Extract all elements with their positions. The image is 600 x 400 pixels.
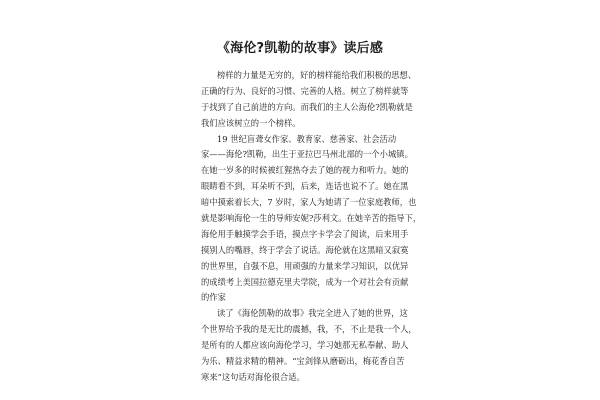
paragraph-3-line-4: 为乐、精益求精的精神。“宝剑锋从磨砺出，梅花香自苦	[201, 356, 405, 367]
paragraph-2-line-7: 海伦用手触摸学会手语，摸点字卡学会了阅读，后来用手	[201, 228, 409, 239]
paragraph-2-line-1: 19 世纪盲聋女作家、教育家、慈善家、社会活动	[217, 133, 397, 144]
paragraph-1-line-2: 正确的行为、良好的习惯、完善的人格。树立了榜样就等	[201, 85, 409, 96]
paragraph-2-line-5: 暗中摸索着长大，7 岁时，家人为她请了一位家庭教师，也	[201, 197, 417, 208]
paragraph-3-line-5: 寒来”这句话对海伦很合适。	[201, 371, 305, 382]
paragraph-2-line-10: 的成绩考上美国拉德克里夫学院，成为一个对社会有贡献	[201, 276, 409, 287]
document-title: 《海伦?凯勒的故事》读后感	[216, 41, 384, 56]
paragraph-2-line-4: 眼睛看不到，耳朵听不到，后来，连话也说不了。她在黑	[201, 181, 409, 192]
paragraph-3-line-1: 读了《海伦凯勒的故事》我完全进入了她的世界，这	[217, 308, 408, 319]
paragraph-3-line-3: 是所有的人都应该向海伦学习，学习她那无私奉献、助人	[201, 340, 409, 351]
paragraph-2-line-3: 在她一岁多的时候被红猩热夺去了她的视力和听力。她的	[201, 165, 409, 176]
paragraph-2-line-2: 家——海伦?凯勒，出生于亚拉巴马州北部的一个小城镇。	[201, 149, 413, 160]
paragraph-2-line-8: 摸别人的嘴唇，终于学会了说话。海伦就在这黑暗又寂寞	[201, 244, 409, 255]
paragraph-3-line-2: 个世界给予我的是无比的震撼，我，不，不止是我一个人，	[201, 324, 417, 335]
paragraph-2-line-6: 就是影响海伦一生的导师安妮?莎利文。在她辛苦的指导下，	[201, 213, 422, 224]
paragraph-1-line-1: 榜样的力量是无穷的，好的榜样能给我们积极的思想、	[217, 70, 417, 80]
paragraph-2-line-9: 的世界里，自强不息，用顽强的力量来学习知识，以优异	[201, 260, 409, 271]
paragraph-2-line-11: 的作家	[201, 292, 226, 303]
paragraph-1-line-4: 我们应该树立的一个榜样。	[201, 117, 301, 128]
paragraph-1-line-3: 于找到了自己前进的方向。而我们的主人公海伦?凯勒就是	[201, 101, 413, 112]
document-body	[201, 68, 422, 386]
